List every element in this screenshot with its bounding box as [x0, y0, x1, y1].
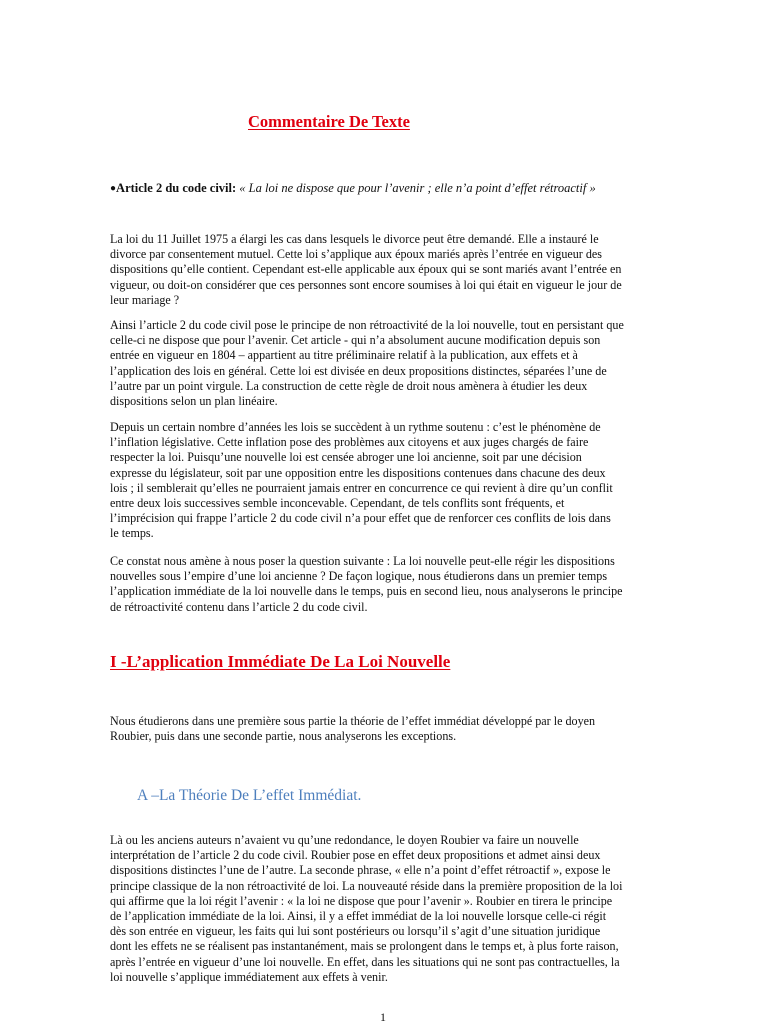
paragraph-line: dispositions distinctes l’une de l’autre. La seconde phrase, « elle n’a point d’effet rétroactif », expose le — [110, 863, 611, 878]
paragraph-line: l’imprécision qui frappe l’article 2 du code civil n’a pour effet que de renforcer ces conflits de lois dans — [110, 511, 611, 526]
paragraph-line: loi nouvelle s’applique immédiatement aux effets à venir. — [110, 969, 388, 984]
paragraph-line: Roubier, puis dans une seconde partie, nous analyserons les exceptions. — [110, 729, 457, 744]
paragraph-line: le temps. — [110, 526, 154, 541]
article-quote: « La loi ne dispose que pour l’avenir ; elle n’a point d’effet rétroactif » — [236, 181, 596, 195]
paragraph-line: après l’entrée en vigueur d’une loi nouvelle. En effet, dans les situations qui ne sont pas contractuelles, la — [110, 954, 620, 969]
paragraph-intro — [110, 232, 666, 308]
paragraph-line: Ce constat nous amène à nous poser la question suivante : La loi nouvelle peut-elle régir les dispositions — [110, 554, 615, 568]
paragraph-line: Depuis un certain nombre d’années les lois se succèdent à un rythme soutenu : c’est le phénomène de — [110, 420, 601, 434]
bullet-icon: ● — [110, 183, 117, 194]
paragraph-line: leur mariage ? — [110, 292, 180, 307]
paragraph-line: vigueur, ou doit-on considérer que ces personnes sont encore soumises à loi qui était en vigueur le jour de — [110, 277, 622, 292]
paragraph-line: de rétroactivité contenu dans l’article 2 du code civil. — [110, 599, 368, 614]
paragraph-line: dès son entrée en vigueur, les faits qui lui sont postérieurs ou lorsqu’il s’agit d’une situation juridique — [110, 924, 601, 939]
article-label: Article 2 du code civil: — [116, 181, 237, 195]
paragraph-line: La loi du 11 Juillet 1975 a élargi les cas dans lesquels le divorce peut être demandé. Elle a instauré le — [110, 232, 599, 246]
paragraph-line: l’application des lois en général. Cette loi est divisée en deux propositions distinctes, séparées l’une de — [110, 363, 607, 378]
paragraph-line: dont les effets ne se réalisent pas instantanément, mais se prolongent dans le temps et, à plus forte raison, — [110, 939, 619, 954]
paragraph-line: l’application immédiate de la loi nouvelle dans le temps, puis en second lieu, nous analyserons le principe — [110, 584, 623, 599]
paragraph-problematic — [110, 554, 666, 615]
paragraph-line: lois ; il semblerait qu’elles ne pourraient jamais entrer en concurrence ce qui revient à dire qu’un conflit — [110, 480, 613, 495]
section-1-intro — [110, 714, 666, 744]
paragraph-line: dispositions qu’elle contient. Cependant est-elle applicable aux époux qui se sont mariés avant l’entrée en — [110, 262, 622, 277]
subsection-heading-a: A –La Théorie De L’effet Immédiat. — [137, 787, 362, 804]
paragraph-line: de l’application immédiate de la loi. Ainsi, il y a effet immédiat de la loi nouvelle lorsque celle-ci régit — [110, 909, 607, 924]
paragraph-line: Nous étudierons dans une première sous partie la théorie de l’effet immédiat développé par le doyen — [110, 714, 596, 728]
article-citation — [110, 181, 596, 196]
paragraph-line: principe classique de la non rétroactivité de loi. La nouveauté réside dans la première proposition de la loi — [110, 878, 623, 893]
paragraph-inflation — [110, 420, 666, 542]
paragraph-line: divorce par consentement mutuel. Cette loi s’applique aux époux mariés après l’entrée en vigueur des — [110, 247, 602, 262]
paragraph-article-presentation — [110, 318, 666, 409]
paragraph-line: respecter la loi. Puisqu’une nouvelle loi est censée abroger une loi ancienne, soit par une décision — [110, 450, 582, 465]
page-number: 1 — [380, 1010, 386, 1024]
document-title: Commentaire De Texte — [248, 112, 410, 131]
paragraph-line: l’inflation législative. Cette inflation pose des problèmes aux citoyens et aux juges chargés de faire — [110, 435, 589, 450]
paragraph-line: expresse du législateur, soit par une opposition entre les dispositions contenues dans chacune des deux — [110, 465, 606, 480]
paragraph-line: l’autre par un point virgule. La construction de cette règle de droit nous amènera à étudier les deux — [110, 378, 588, 393]
subsection-a-paragraph — [110, 833, 666, 985]
paragraph-line: Ainsi l’article 2 du code civil pose le principe de non rétroactivité de la loi nouvelle, tout en persistant que — [110, 318, 624, 332]
paragraph-line: dispositions selon un plan linéaire. — [110, 394, 278, 409]
paragraph-line: qui affirme que la loi régit l’avenir : « la loi ne dispose que pour l’avenir ». Roubier en tirera le principe — [110, 893, 613, 908]
paragraph-line: entrée en vigueur en 1804 – appartient au titre préliminaire relatif à la publication, aux effets et à — [110, 348, 578, 363]
paragraph-line: Là ou les anciens auteurs n’avaient vu qu’une redondance, le doyen Roubier va faire un nouvelle — [110, 833, 579, 847]
paragraph-line: entre deux lois successives semble inconcevable. Cependant, de tels conflits sont fréquents, et — [110, 496, 565, 511]
section-heading-1: I -L’application Immédiate De La Loi Nouvelle — [110, 652, 451, 671]
paragraph-line: interprétation de l’article 2 du code civil. Roubier pose en effet deux propositions et admet ainsi deux — [110, 848, 601, 863]
paragraph-line: celle-ci ne dispose que pour l’avenir. Cet article - qui n’a absolument aucune modification depuis son — [110, 333, 601, 348]
paragraph-line: nouvelles sous l’empire d’une loi ancienne ? De façon logique, nous étudierons dans un premier temps — [110, 569, 608, 584]
